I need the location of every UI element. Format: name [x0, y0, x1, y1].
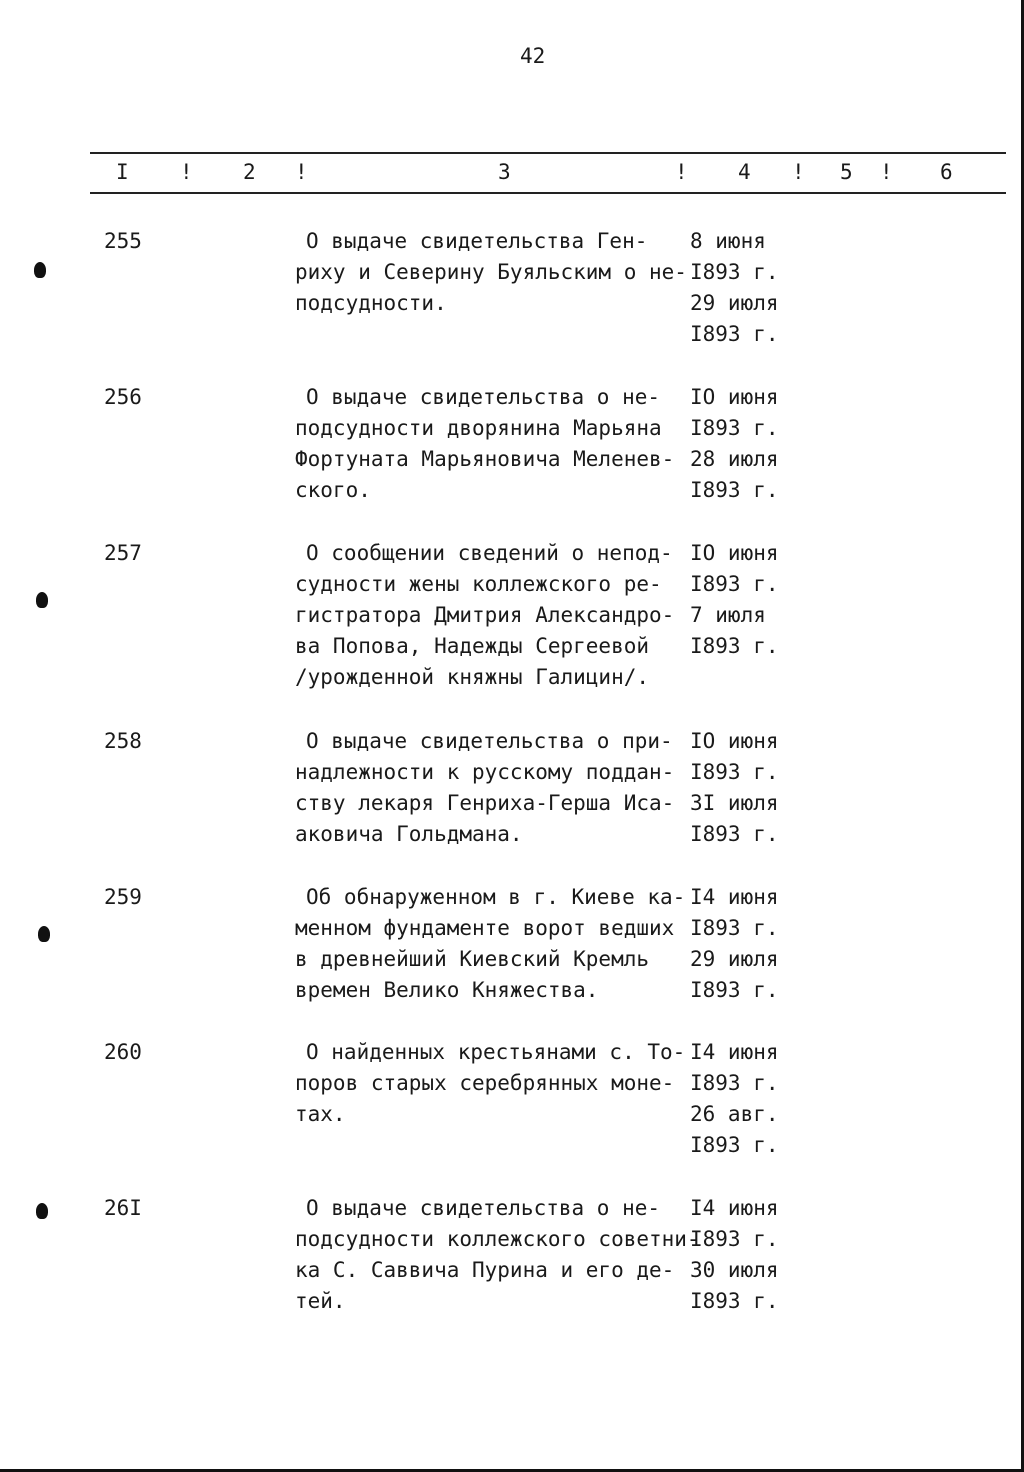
entry-number: 255: [104, 229, 142, 253]
column-header-2: 2: [243, 160, 256, 184]
entry-description-line: О выдаче свидетельства Ген-: [306, 229, 648, 253]
entry-description-line: /урожденной княжны Галицин/.: [295, 665, 650, 689]
column-header-1: I: [116, 160, 129, 184]
entry-date: IO июня: [690, 385, 779, 409]
entry-date: I4 июня: [690, 1040, 779, 1064]
entry-description-line: ка С. Саввича Пурина и его де-: [295, 1258, 675, 1282]
entry-date: I893 г.: [690, 1133, 779, 1157]
punch-hole-mark: [38, 926, 50, 942]
entry-description-line: ва Попова, Надежды Сергеевой: [295, 634, 650, 658]
entry-description-line: ству лекаря Генриха-Герша Иса-: [295, 791, 675, 815]
header-bottom-rule: [90, 192, 1006, 194]
punch-hole-mark: [36, 1203, 48, 1219]
column-separator: !: [295, 160, 308, 184]
entry-date: I893 г.: [690, 1227, 779, 1251]
column-separator: !: [180, 160, 193, 184]
entry-date: I893 г.: [690, 634, 779, 658]
entry-description-line: поров старых серебрянных моне-: [295, 1071, 675, 1095]
entry-date: I893 г.: [690, 322, 779, 346]
column-separator: !: [792, 160, 805, 184]
entry-date: I4 июня: [690, 885, 779, 909]
entry-description-line: в древнейший Киевский Кремль: [295, 947, 650, 971]
entry-description-line: Об обнаруженном в г. Киеве ка-: [306, 885, 686, 909]
entry-description-line: Фортуната Марьяновича Меленев-: [295, 447, 675, 471]
entry-date: 29 июля: [690, 291, 779, 315]
column-separator: !: [880, 160, 893, 184]
entry-date: 8 июня: [690, 229, 766, 253]
entry-date: I893 г.: [690, 416, 779, 440]
entry-description-line: подсудности коллежского советни-: [295, 1227, 700, 1251]
entry-description-line: подсудности.: [295, 291, 447, 315]
punch-hole-mark: [34, 262, 46, 278]
entry-description-line: О выдаче свидетельства о не-: [306, 385, 661, 409]
entry-date: 28 июля: [690, 447, 779, 471]
entry-date: I893 г.: [690, 1289, 779, 1313]
entry-number: 260: [104, 1040, 142, 1064]
punch-hole-mark: [36, 592, 48, 608]
column-header-3: 3: [498, 160, 511, 184]
entry-description-line: гистратора Дмитрия Александро-: [295, 603, 675, 627]
entry-description-line: менном фундаменте ворот ведших: [295, 916, 675, 940]
entry-description-line: О выдаче свидетельства о при-: [306, 729, 673, 753]
entry-date: 3I июля: [690, 791, 779, 815]
entry-number: 256: [104, 385, 142, 409]
entry-date: 26 авг.: [690, 1102, 779, 1126]
entry-date: 29 июля: [690, 947, 779, 971]
entry-description-line: ского.: [295, 478, 371, 502]
entry-description-line: тах.: [295, 1102, 346, 1126]
entry-number: 259: [104, 885, 142, 909]
column-header-6: 6: [940, 160, 953, 184]
entry-date: I4 июня: [690, 1196, 779, 1220]
entry-description-line: тей.: [295, 1289, 346, 1313]
entry-number: 26I: [104, 1196, 142, 1220]
column-separator: !: [675, 160, 688, 184]
entry-description-line: О найденных крестьянами с. То-: [306, 1040, 686, 1064]
entry-date: IO июня: [690, 541, 779, 565]
entry-number: 258: [104, 729, 142, 753]
column-header-4: 4: [738, 160, 751, 184]
entry-date: I893 г.: [690, 822, 779, 846]
entry-date: I893 г.: [690, 572, 779, 596]
entry-date: 7 июля: [690, 603, 766, 627]
page-number: 42: [520, 44, 546, 68]
entry-date: I893 г.: [690, 978, 779, 1002]
entry-description-line: О сообщении сведений о непод-: [306, 541, 673, 565]
entry-date: IO июня: [690, 729, 779, 753]
entry-description-line: подсудности дворянина Марьяна: [295, 416, 662, 440]
column-header-5: 5: [840, 160, 853, 184]
entry-description-line: риху и Северину Буяльским о не-: [295, 260, 687, 284]
entry-date: I893 г.: [690, 1071, 779, 1095]
entry-date: I893 г.: [690, 478, 779, 502]
entry-date: I893 г.: [690, 760, 779, 784]
entry-date: I893 г.: [690, 260, 779, 284]
entry-description-line: О выдаче свидетельства о не-: [306, 1196, 661, 1220]
entry-description-line: судности жены коллежского ре-: [295, 572, 662, 596]
entry-number: 257: [104, 541, 142, 565]
entry-description-line: надлежности к русскому поддан-: [295, 760, 675, 784]
entry-date: 30 июля: [690, 1258, 779, 1282]
entry-date: I893 г.: [690, 916, 779, 940]
entry-description-line: времен Велико Княжества.: [295, 978, 599, 1002]
header-top-rule: [90, 152, 1006, 154]
entry-description-line: аковича Гольдмана.: [295, 822, 523, 846]
